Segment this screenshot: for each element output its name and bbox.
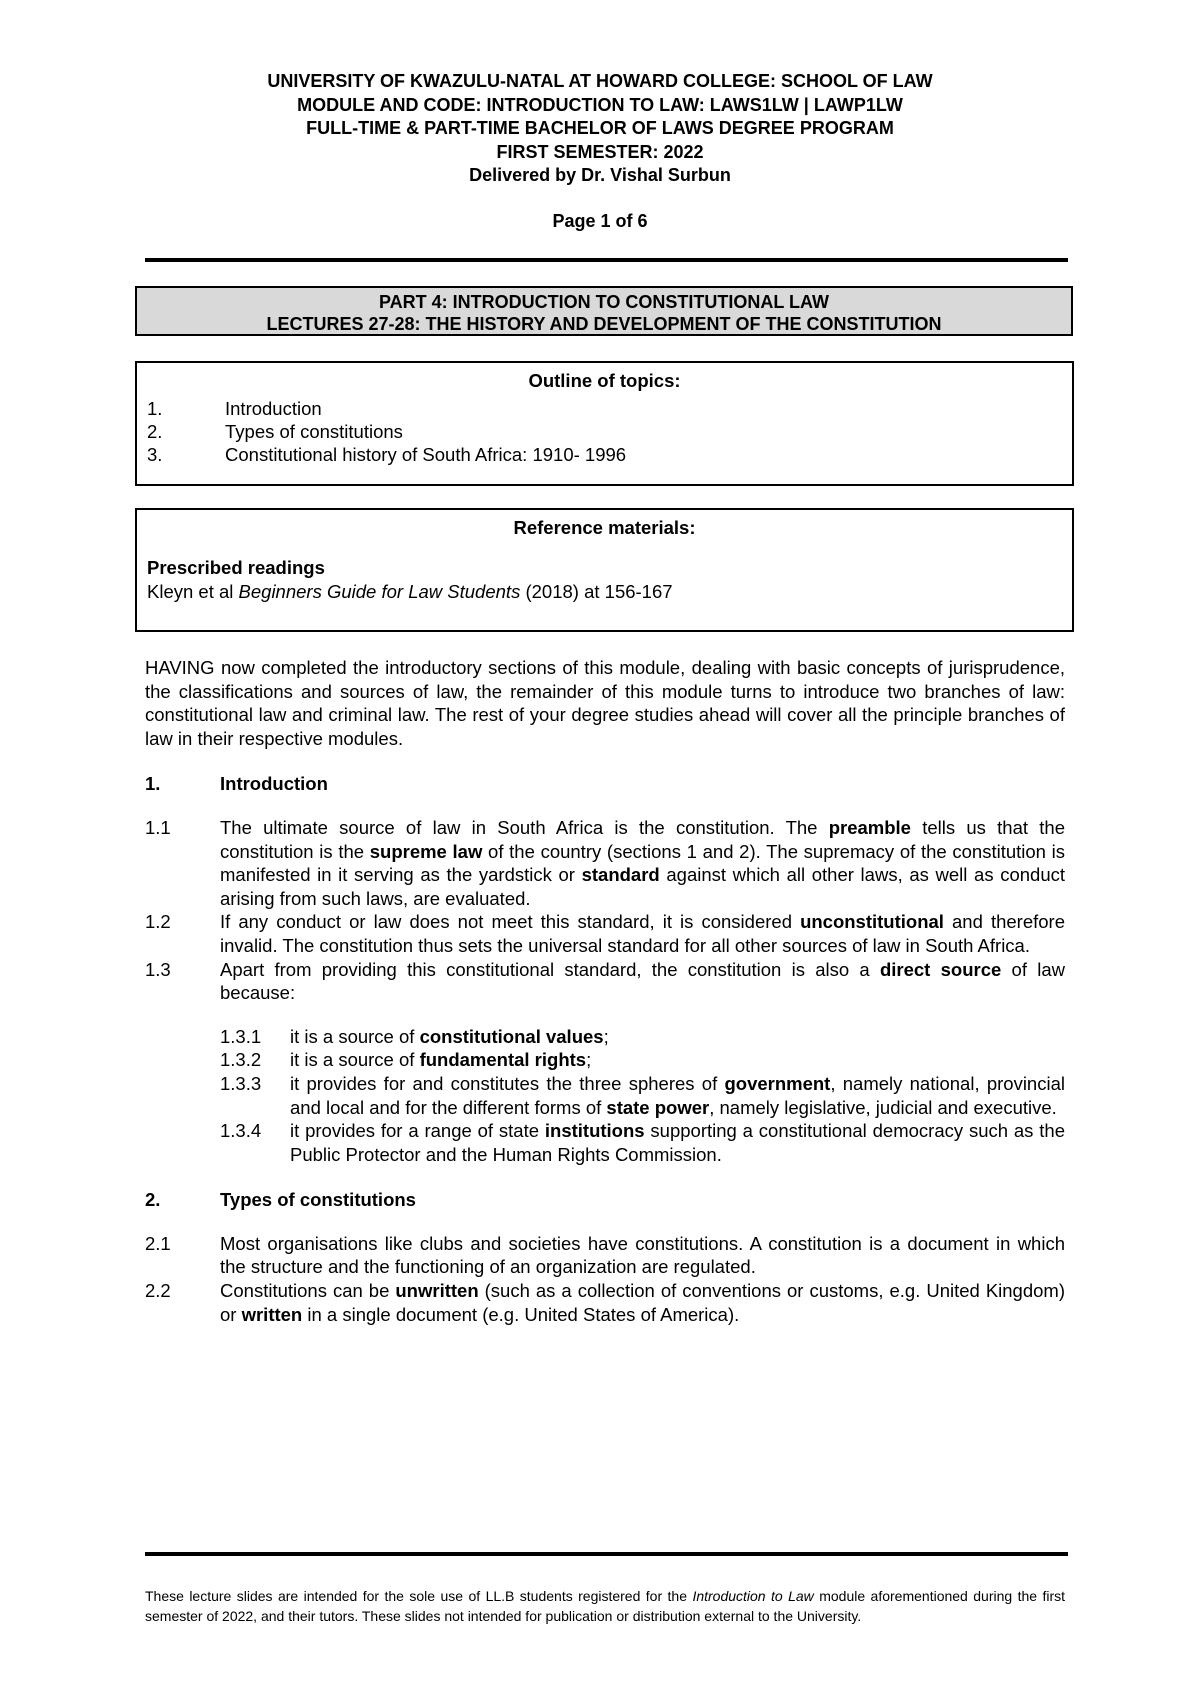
subitem-text: it is a source of constitutional values; <box>290 1025 609 1047</box>
program-line: FULL-TIME & PART-TIME BACHELOR OF LAWS DEGREE PROGRAM <box>306 118 894 138</box>
outline-title: Outline of topics: <box>528 370 681 391</box>
paragraph-item <box>145 816 1065 910</box>
outline-item-label: Constitutional history of South Africa: 1910- 1996 <box>225 444 627 465</box>
bold-term: state power <box>606 1096 710 1118</box>
subitem-number: 1.3.2 <box>220 1049 262 1071</box>
reference-title: Reference materials: <box>513 517 696 538</box>
outline-item <box>147 397 1072 420</box>
section1-items <box>145 816 1065 1005</box>
reading-details: (2018) at 156-167 <box>525 581 673 602</box>
outline-list <box>137 397 1072 466</box>
document-header <box>0 70 1200 233</box>
module-name: Introduction to Law <box>692 1588 814 1604</box>
item-number: 2.1 <box>145 1232 171 1254</box>
section2-items <box>145 1232 1065 1326</box>
paragraph-item <box>145 1279 1065 1326</box>
semester-line: FIRST SEMESTER: 2022 <box>496 141 704 162</box>
section1-subitems <box>220 1025 1065 1167</box>
section-number: 2. <box>145 1189 161 1211</box>
university-line: UNIVERSITY OF KWAZULU-NATAL AT HOWARD COLLEGE: SCHOOL OF LAW <box>267 71 933 91</box>
item-number: 2.2 <box>145 1280 171 1302</box>
paragraph-item <box>145 1232 1065 1279</box>
subitem-text: it is a source of fundamental rights; <box>290 1049 592 1071</box>
bold-term: supreme law <box>369 840 483 862</box>
intro-paragraph: HAVING now completed the introductory sections of this module, dealing with basic concepts of jurisprudence, the classifications and sources of law, the remainder of this module turns to introduce two branches of law: constitutional law and criminal law. The rest of your degree studies ahead will cover all the principle branches of law in their respective modules. <box>145 657 1065 749</box>
item-number: 1.2 <box>145 911 171 933</box>
bold-term: unwritten <box>395 1280 479 1302</box>
header-divider <box>145 258 1068 262</box>
subitem-number: 1.3.4 <box>220 1120 262 1142</box>
subitem-text: it provides for a range of state institutions supporting a constitutional democracy such as the Public Protector and the Human Rights Commission. <box>290 1120 1065 1165</box>
footer-disclaimer: These lecture slides are intended for the sole use of LL.B students registered for the Introduction to Law module aforementioned during the first semester of 2022, and their tutors. These slides not intended for publication or distribution external to the University. <box>145 1588 1066 1624</box>
item-text: Constitutions can be unwritten (such as a collection of conventions or customs, e.g. United Kingdom) or written in a single document (e.g. United States of America). <box>220 1280 1065 1325</box>
bold-term: constitutional values <box>419 1025 604 1047</box>
lecturer-line: Delivered by Dr. Vishal Surbun <box>469 165 731 185</box>
bold-term: government <box>724 1072 831 1094</box>
item-number: 1.1 <box>145 816 171 838</box>
sub-paragraph-item <box>220 1072 1065 1119</box>
module-code-line: MODULE AND CODE: INTRODUCTION TO LAW: LAWS1LW | LAWP1LW <box>297 94 903 115</box>
paragraph-item <box>145 958 1065 1005</box>
item-text: Apart from providing this constitutional standard, the constitution is also a direct source of law because: <box>220 958 1065 1004</box>
sub-paragraph-item <box>220 1119 1065 1166</box>
outline-box <box>135 361 1074 486</box>
item-text: Most organisations like clubs and societies have constitutions. A constitution is a document in which the structure and the functioning of an organization are regulated. <box>220 1232 1065 1278</box>
sub-paragraph-item <box>220 1048 1065 1072</box>
lecture-title: LECTURES 27-28: THE HISTORY AND DEVELOPMENT OF THE CONSTITUTION <box>266 314 942 334</box>
page-number: Page 1 of 6 <box>552 210 648 231</box>
outline-item <box>147 443 1072 466</box>
subitem-text: it provides for and constitutes the three spheres of government, namely national, provincial and local and for the different forms of state power, namely legislative, judicial and executive. <box>290 1072 1065 1118</box>
bold-term: unconstitutional <box>800 911 944 933</box>
outline-item-number: 2. <box>147 421 163 442</box>
part-title-box <box>135 286 1073 336</box>
outline-item-number: 3. <box>147 444 163 465</box>
reading-author: Kleyn et al <box>147 581 234 602</box>
outline-item-label: Introduction <box>225 398 322 419</box>
bold-term: standard <box>581 864 660 886</box>
outline-item <box>147 420 1072 443</box>
subitem-number: 1.3.3 <box>220 1072 262 1094</box>
reading-book-title: Beginners Guide for Law Students <box>238 581 521 602</box>
outline-item-label: Types of constitutions <box>225 421 403 442</box>
sub-paragraph-item <box>220 1025 1065 1049</box>
bold-term: preamble <box>828 816 911 838</box>
section-title: Introduction <box>220 773 328 795</box>
section-title: Types of constitutions <box>220 1189 416 1211</box>
section-number: 1. <box>145 773 161 795</box>
reference-box <box>135 508 1074 632</box>
subitem-number: 1.3.1 <box>220 1025 262 1047</box>
bold-term: written <box>241 1303 303 1325</box>
bold-term: direct source <box>879 958 1002 980</box>
bold-term: institutions <box>544 1120 645 1142</box>
item-number: 1.3 <box>145 958 171 980</box>
section-heading-types <box>145 1188 1065 1212</box>
outline-item-number: 1. <box>147 398 163 419</box>
item-text: If any conduct or law does not meet this standard, it is considered unconstitutional and therefore invalid. The constitution thus sets the universal standard for all other sources of law in South Africa. <box>220 911 1065 956</box>
footer-divider <box>145 1552 1068 1556</box>
main-content <box>145 656 1065 1326</box>
prescribed-readings-heading: Prescribed readings <box>147 557 325 578</box>
bold-term: fundamental rights <box>419 1049 587 1071</box>
item-text: The ultimate source of law in South Africa is the constitution. The preamble tells us that the constitution is the supreme law of the country (sections 1 and 2). The supremacy of the constitution is manifested in it serving as the yardstick or standard against which all other laws, as well as conduct arising from such laws, are evaluated. <box>220 816 1065 909</box>
paragraph-item <box>145 910 1065 957</box>
part-title: PART 4: INTRODUCTION TO CONSTITUTIONAL LAW <box>379 292 829 312</box>
section-heading-introduction <box>145 772 1065 796</box>
reading-citation <box>147 580 1072 604</box>
